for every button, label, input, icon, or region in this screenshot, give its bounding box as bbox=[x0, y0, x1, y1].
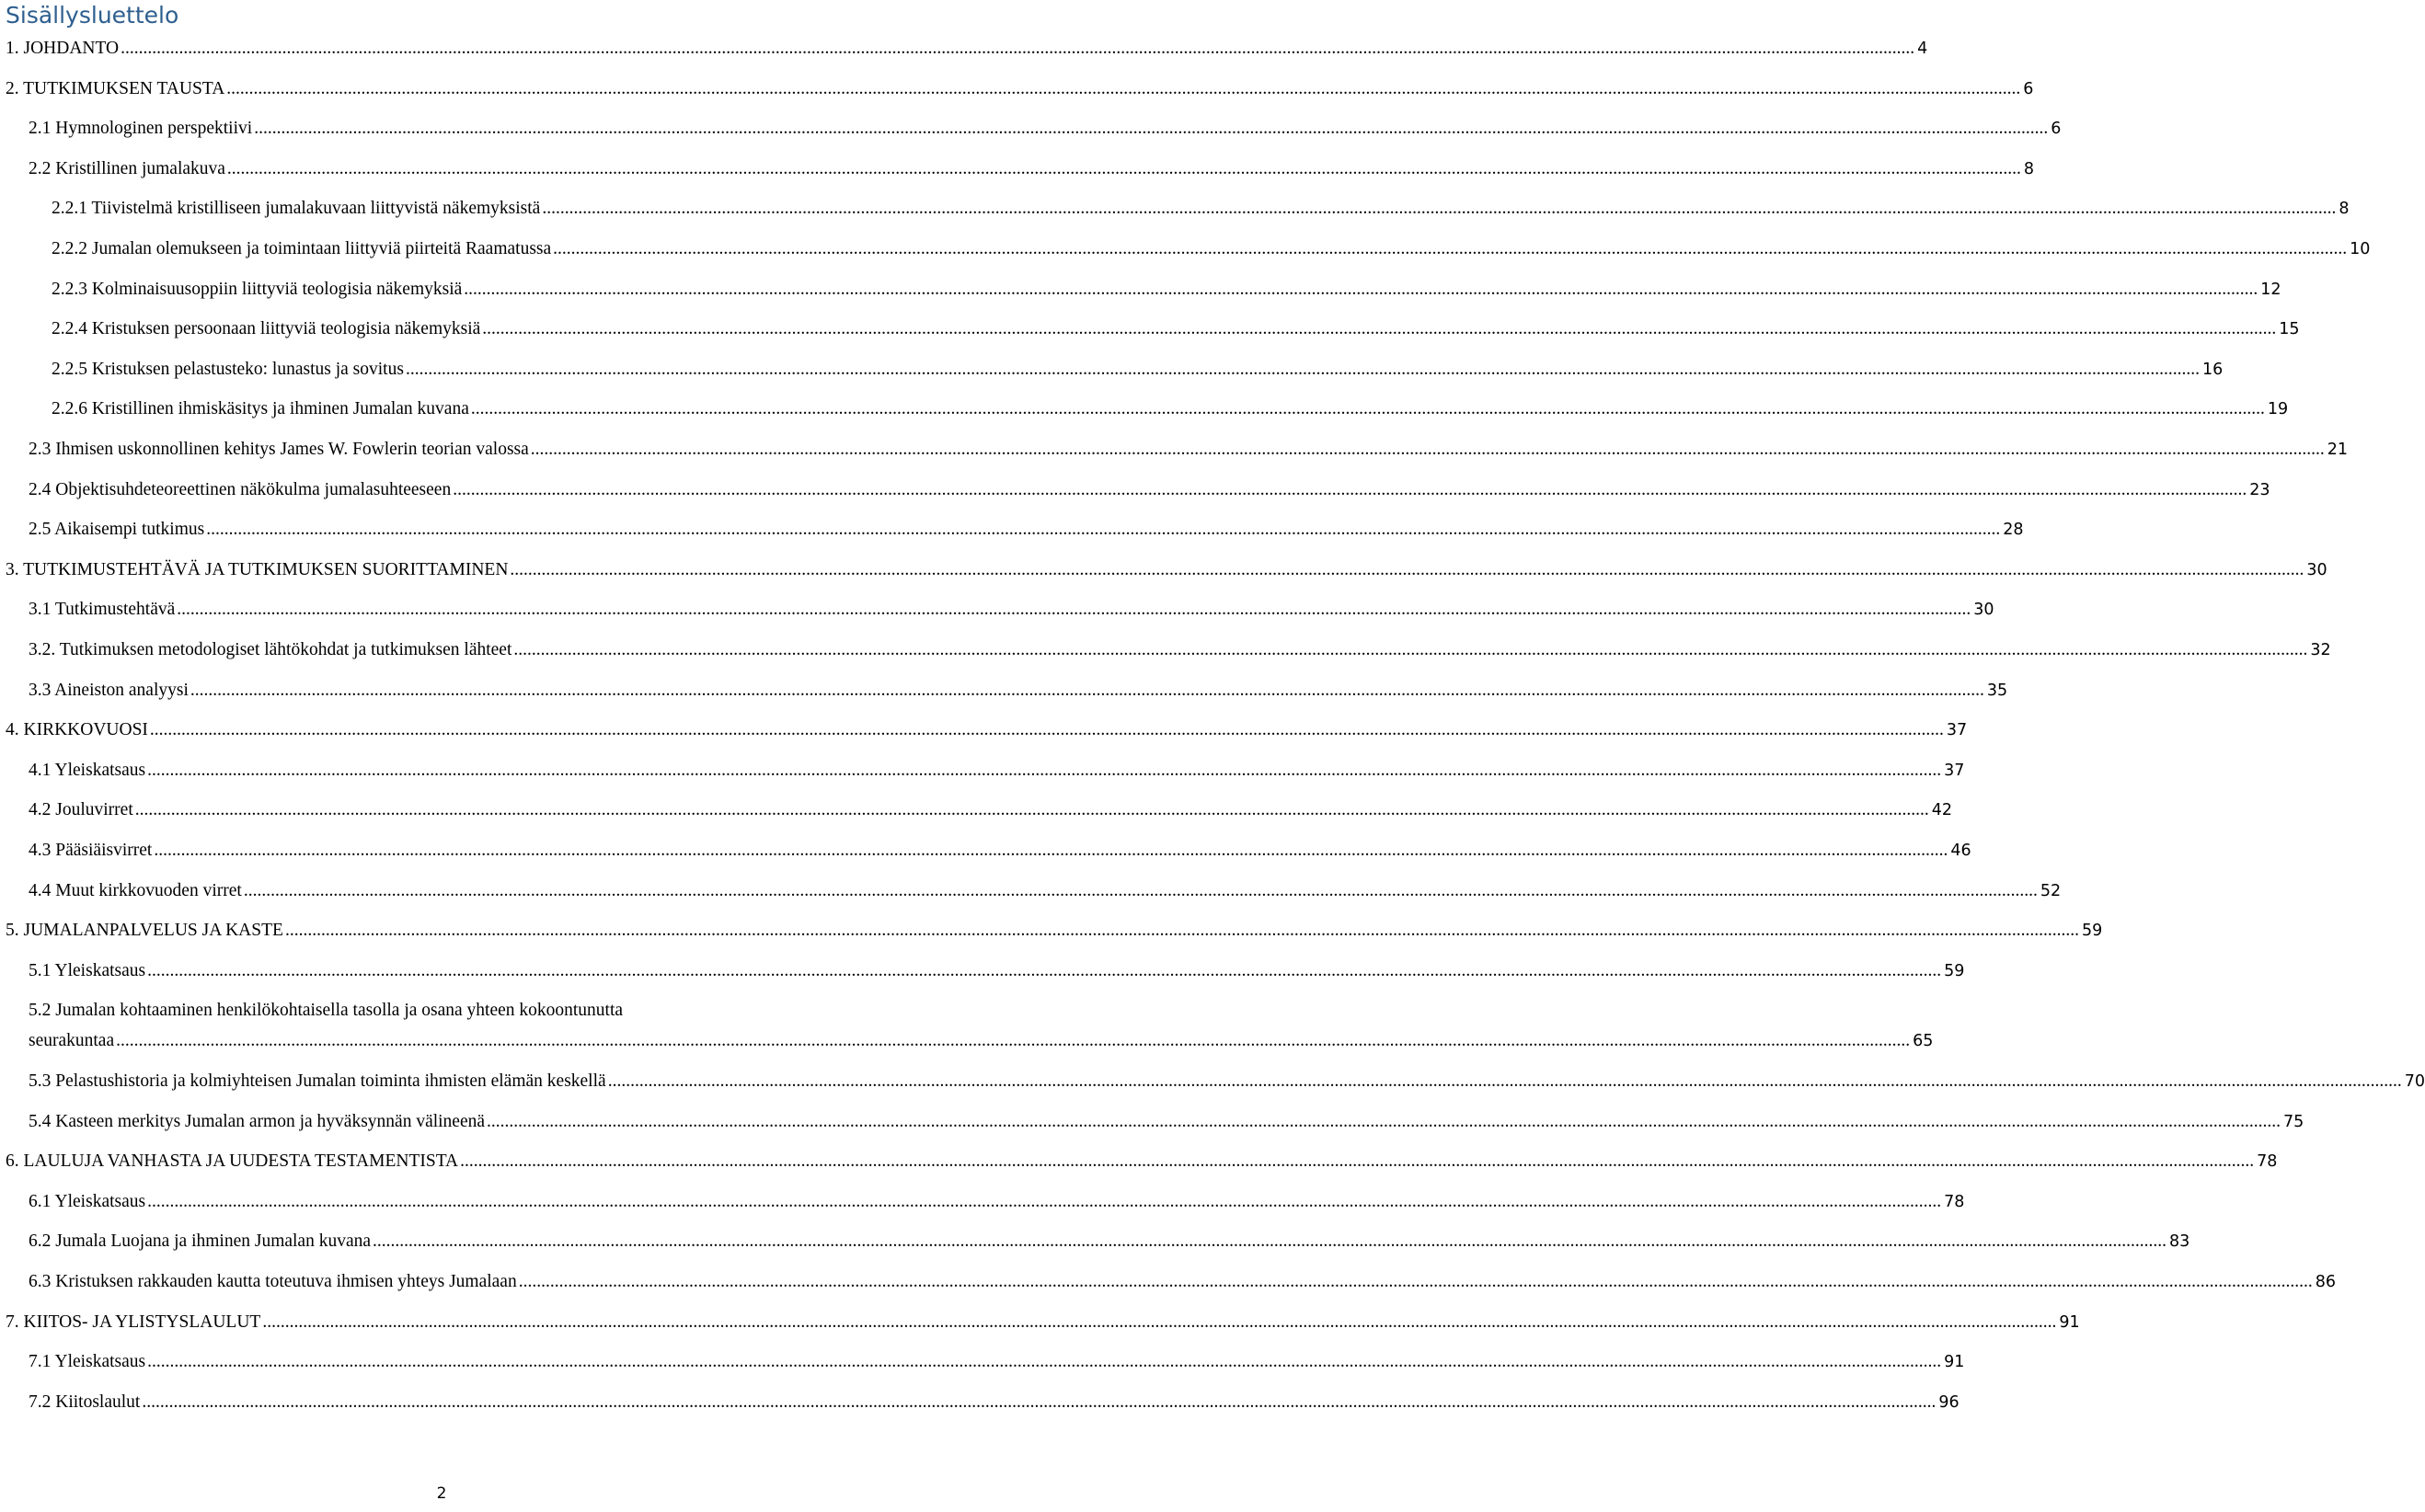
toc-entry-label: 7.1 Yleiskatsaus bbox=[29, 1352, 146, 1372]
toc-entry[interactable] bbox=[52, 237, 2371, 261]
toc-entry[interactable] bbox=[52, 278, 2281, 302]
toc-leader-dots: ................................................................................................................................................................................................................................................................................................................................................................................................................ bbox=[453, 479, 2247, 499]
toc-leader-dots: ................................................................................................................................................................................................................................................................................................................................................................................................................ bbox=[206, 520, 2001, 540]
toc-entry-label: 2.1 Hymnologinen perspektiivi bbox=[29, 119, 253, 139]
toc-leader-dots: ................................................................................................................................................................................................................................................................................................................................................................................................................ bbox=[542, 199, 2337, 219]
toc-leader-dots: ................................................................................................................................................................................................................................................................................................................................................................................................................ bbox=[147, 1352, 1942, 1372]
toc-page-number: 91 bbox=[2059, 1312, 2080, 1332]
toc-entry[interactable] bbox=[29, 1190, 1965, 1214]
toc-entry-label: 2.2.1 Tiivistelmä kristilliseen jumalakuvaan liittyvistä näkemyksistä bbox=[52, 199, 541, 219]
toc-entry[interactable] bbox=[6, 919, 2103, 943]
toc-entry-label: 3.1 Tutkimustehtävä bbox=[29, 600, 176, 620]
toc-entry-label: 2.2.4 Kristuksen persoonaan liittyviä teologisia näkemyksiä bbox=[52, 319, 481, 339]
toc-page-number: 75 bbox=[2283, 1112, 2304, 1131]
toc-entry-label: 4.2 Jouluvirret bbox=[29, 800, 133, 820]
toc-page-number: 59 bbox=[2081, 922, 2103, 941]
toc-entry[interactable] bbox=[29, 478, 2270, 502]
toc-entry[interactable] bbox=[29, 839, 1971, 863]
toc-entry-label: 2.3 Ihmisen uskonnollinen kehitys James W. Fowlerin teorian valossa bbox=[29, 440, 529, 459]
toc-leader-dots: ................................................................................................................................................................................................................................................................................................................................................................................................................ bbox=[154, 841, 1948, 860]
toc-entry[interactable] bbox=[6, 1150, 2278, 1174]
toc-leader-dots: ................................................................................................................................................................................................................................................................................................................................................................................................................ bbox=[190, 680, 1984, 700]
toc-entry-label: 6.2 Jumala Luojana ja ihminen Jumalan kuvana bbox=[29, 1231, 372, 1252]
toc-leader-dots: ................................................................................................................................................................................................................................................................................................................................................................................................................ bbox=[482, 319, 2277, 339]
toc-entry[interactable] bbox=[29, 1350, 1965, 1374]
toc-page-number: 12 bbox=[2260, 280, 2281, 299]
toc-entry-label: 6.1 Yleiskatsaus bbox=[29, 1191, 146, 1211]
toc-page-number: 15 bbox=[2279, 320, 2300, 339]
toc-entry[interactable] bbox=[6, 1311, 2080, 1334]
toc-entry-label: 2.2.3 Kolminaisuusoppiin liittyviä teologisia näkemyksiä bbox=[52, 279, 463, 299]
toc-entry-label: 2.4 Objektisuhdeteoreettinen näkökulma jumalasuhteeseen bbox=[29, 479, 452, 499]
toc-leader-dots: ................................................................................................................................................................................................................................................................................................................................................................................................................ bbox=[226, 158, 2021, 178]
toc-entry-label: 1. JOHDANTO bbox=[6, 39, 120, 58]
toc-entry-label: 6.3 Kristuksen rakkauden kautta toteutuva ihmisen yhteys Jumalaan bbox=[29, 1272, 517, 1291]
toc-leader-dots: ................................................................................................................................................................................................................................................................................................................................................................................................................ bbox=[226, 78, 2021, 98]
toc-page-number: 59 bbox=[1944, 961, 1965, 980]
toc-entry[interactable] bbox=[6, 37, 1928, 61]
toc-entry-label: 4. KIRKKOVUOSI bbox=[6, 720, 148, 740]
toc-leader-dots: ................................................................................................................................................................................................................................................................................................................................................................................................................ bbox=[607, 1071, 2402, 1091]
toc-entry-label: 2.2 Kristillinen jumalakuva bbox=[29, 158, 225, 178]
toc-entry-label: 7. KIITOS- JA YLISTYSLAULUT bbox=[6, 1312, 261, 1332]
toc-leader-dots: ................................................................................................................................................................................................................................................................................................................................................................................................................ bbox=[121, 39, 1915, 58]
toc-leader-dots: ................................................................................................................................................................................................................................................................................................................................................................................................................ bbox=[284, 921, 2079, 941]
toc-leader-dots: ................................................................................................................................................................................................................................................................................................................................................................................................................ bbox=[510, 559, 2304, 579]
toc-entry-label: 3.3 Aineiston analyysi bbox=[29, 680, 189, 700]
toc-page-number: 6 bbox=[2023, 79, 2034, 98]
toc-page-number: 30 bbox=[1973, 601, 1994, 620]
toc-leader-dots: ................................................................................................................................................................................................................................................................................................................................................................................................................ bbox=[134, 800, 1929, 820]
page-number: 2 bbox=[436, 1484, 447, 1503]
toc-entry[interactable] bbox=[29, 1391, 1960, 1415]
toc-entry-label: 4.1 Yleiskatsaus bbox=[29, 760, 146, 780]
toc-entry-label: 6. LAULUJA VANHASTA JA UUDESTA TESTAMENTISTA bbox=[6, 1151, 459, 1172]
toc-page-number: 42 bbox=[1931, 801, 1953, 820]
toc-page-number: 78 bbox=[2257, 1152, 2278, 1172]
toc-leader-dots: ................................................................................................................................................................................................................................................................................................................................................................................................................ bbox=[530, 440, 2325, 459]
toc-page-number: 8 bbox=[2339, 200, 2350, 219]
toc-entry[interactable] bbox=[29, 759, 1965, 783]
toc-leader-dots: ................................................................................................................................................................................................................................................................................................................................................................................................................ bbox=[147, 1191, 1942, 1211]
toc-entry[interactable] bbox=[29, 1070, 2425, 1094]
toc-entry-label: 2.2.2 Jumalan olemukseen ja toimintaan liittyviä piirteitä Raamatussa bbox=[52, 239, 552, 258]
toc-entry[interactable] bbox=[29, 438, 2349, 462]
toc-entry[interactable] bbox=[6, 718, 1968, 742]
toc-title: Sisällysluettelo bbox=[6, 2, 179, 29]
toc-leader-dots: ................................................................................................................................................................................................................................................................................................................................................................................................................ bbox=[147, 960, 1942, 980]
toc-page-number: 23 bbox=[2249, 480, 2270, 499]
toc-entry-label: 2.2.6 Kristillinen ihmiskäsitys ja ihminen Jumalan kuvana bbox=[52, 399, 469, 419]
toc-entry[interactable] bbox=[29, 117, 2062, 141]
toc-page-number: 52 bbox=[2040, 881, 2062, 900]
toc-leader-dots: ................................................................................................................................................................................................................................................................................................................................................................................................................ bbox=[262, 1312, 2057, 1332]
toc-page-number: 37 bbox=[1944, 761, 1965, 780]
toc-page-number: 6 bbox=[2051, 120, 2062, 139]
toc-entry-label: 3.2. Tutkimuksen metodologiset lähtökohdat ja tutkimuksen lähteet bbox=[29, 640, 512, 659]
toc-page-number: 83 bbox=[2169, 1232, 2190, 1252]
toc-entry-label: 5.1 Yleiskatsaus bbox=[29, 960, 146, 980]
toc-page-number: 35 bbox=[1986, 681, 2008, 700]
toc-entry[interactable] bbox=[29, 1230, 2190, 1254]
toc-entry[interactable] bbox=[29, 598, 1994, 622]
toc-page-number: 65 bbox=[1913, 1032, 1934, 1051]
toc-leader-dots: ................................................................................................................................................................................................................................................................................................................................................................................................................ bbox=[553, 239, 2348, 258]
toc-page-number: 70 bbox=[2404, 1072, 2425, 1091]
toc-leader-dots: ................................................................................................................................................................................................................................................................................................................................................................................................................ bbox=[149, 720, 1944, 740]
toc-page-number: 32 bbox=[2310, 641, 2331, 659]
toc-entry-label: 2.5 Aikaisempi tutkimus bbox=[29, 520, 205, 540]
toc-page-number: 78 bbox=[1944, 1192, 1965, 1211]
toc-entry[interactable] bbox=[29, 518, 2024, 542]
toc-leader-dots: ................................................................................................................................................................................................................................................................................................................................................................................................................ bbox=[487, 1111, 2281, 1131]
toc-entry-label: 2. TUTKIMUKSEN TAUSTA bbox=[6, 78, 225, 98]
toc-leader-dots: ................................................................................................................................................................................................................................................................................................................................................................................................................ bbox=[513, 640, 2308, 659]
toc-leader-dots: ................................................................................................................................................................................................................................................................................................................................................................................................................ bbox=[142, 1392, 1937, 1412]
toc-leader-dots: ................................................................................................................................................................................................................................................................................................................................................................................................................ bbox=[405, 359, 2200, 379]
toc-leader-dots: ................................................................................................................................................................................................................................................................................................................................................................................................................ bbox=[243, 880, 2038, 900]
toc-entry[interactable] bbox=[29, 1110, 2304, 1134]
toc-page-number: 30 bbox=[2306, 560, 2327, 579]
toc-page-number: 4 bbox=[1917, 40, 1928, 58]
toc-entry-label: 4.4 Muut kirkkovuoden virret bbox=[29, 880, 242, 900]
toc-entry[interactable] bbox=[29, 157, 2035, 181]
toc-leader-dots: ................................................................................................................................................................................................................................................................................................................................................................................................................ bbox=[254, 119, 2049, 139]
toc-leader-dots: ................................................................................................................................................................................................................................................................................................................................................................................................................ bbox=[373, 1231, 2167, 1252]
toc-entry[interactable] bbox=[6, 558, 2327, 582]
toc-entry-label: 5.2 Jumalan kohtaaminen henkilökohtaisella tasolla ja osana yhteen kokoontunutta bbox=[29, 1001, 624, 1021]
toc-entry[interactable] bbox=[29, 999, 1934, 1053]
toc-entry-label: 5.4 Kasteen merkitys Jumalan armon ja hyväksynnän välineenä bbox=[29, 1111, 486, 1131]
toc-leader-dots: ................................................................................................................................................................................................................................................................................................................................................................................................................ bbox=[177, 600, 1971, 620]
toc-page-number: 86 bbox=[2315, 1273, 2336, 1291]
toc-page-number: 19 bbox=[2267, 400, 2289, 419]
toc-leader-dots: ................................................................................................................................................................................................................................................................................................................................................................................................................ bbox=[116, 1031, 1911, 1051]
toc-page-number: 91 bbox=[1944, 1353, 1965, 1372]
toc-entry-label: 5.3 Pelastushistoria ja kolmiyhteisen Jumalan toiminta ihmisten elämän keskellä bbox=[29, 1071, 606, 1091]
toc-entry-label: 5. JUMALANPALVELUS JA KASTE bbox=[6, 921, 283, 941]
toc-page-number: 96 bbox=[1938, 1392, 1960, 1412]
toc-entry[interactable] bbox=[29, 798, 1953, 822]
toc-leader-dots: ................................................................................................................................................................................................................................................................................................................................................................................................................ bbox=[147, 760, 1942, 780]
toc-leader-dots: ................................................................................................................................................................................................................................................................................................................................................................................................................ bbox=[470, 399, 2265, 419]
toc-page-number: 10 bbox=[2350, 240, 2371, 258]
toc-page-number: 21 bbox=[2327, 441, 2349, 459]
toc-entry-label: 7.2 Kiitoslaulut bbox=[29, 1392, 141, 1412]
toc-entry[interactable] bbox=[52, 317, 2300, 341]
toc-entry[interactable] bbox=[52, 197, 2350, 221]
toc-entry[interactable] bbox=[29, 1270, 2336, 1294]
toc-page-number: 28 bbox=[2003, 521, 2024, 540]
toc-page-number: 37 bbox=[1946, 721, 1968, 740]
toc-entry-label: 3. TUTKIMUSTEHTÄVÄ JA TUTKIMUKSEN SUORITTAMINEN bbox=[6, 559, 509, 579]
toc-entry[interactable] bbox=[29, 959, 1965, 983]
toc-entry-label: 2.2.5 Kristuksen pelastusteko: lunastus ja sovitus bbox=[52, 359, 404, 379]
toc-leader-dots: ................................................................................................................................................................................................................................................................................................................................................................................................................ bbox=[464, 279, 2258, 299]
toc-entry[interactable] bbox=[6, 77, 2034, 101]
toc-entry[interactable] bbox=[52, 358, 2224, 382]
toc-page-number: 8 bbox=[2023, 159, 2035, 178]
toc-leader-dots: ................................................................................................................................................................................................................................................................................................................................................................................................................ bbox=[460, 1151, 2255, 1172]
toc-entry[interactable] bbox=[29, 638, 2331, 662]
toc-entry-label: 4.3 Pääsiäisvirret bbox=[29, 841, 153, 860]
toc-entry[interactable] bbox=[29, 679, 2008, 703]
toc-entry-label-continued: seurakuntaa bbox=[29, 1031, 115, 1051]
toc-page-number: 16 bbox=[2201, 360, 2224, 379]
toc-page-number: 46 bbox=[1950, 842, 1971, 860]
toc-leader-dots: ................................................................................................................................................................................................................................................................................................................................................................................................................ bbox=[518, 1272, 2313, 1291]
toc-entry[interactable] bbox=[52, 397, 2289, 421]
toc-entry[interactable] bbox=[29, 879, 2062, 903]
